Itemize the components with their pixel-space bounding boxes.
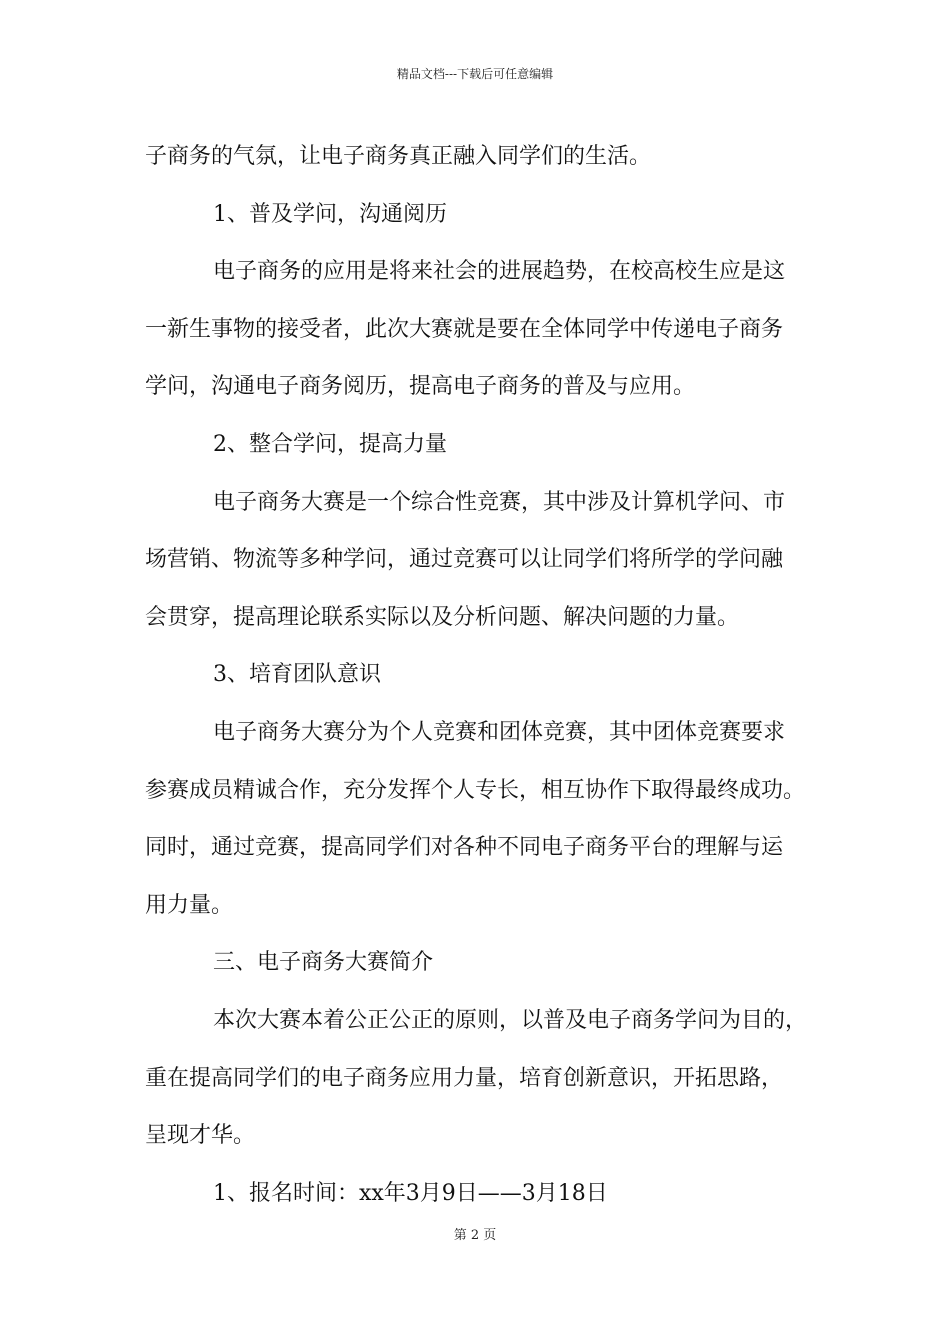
paragraph-line: 本次大赛本着公正公正的原则，以普及电子商务学问为目的， [213,1007,808,1033]
section-heading: 1、报名时间：xx年3月9日——3月18日 [213,1180,608,1206]
paragraph-line: 用力量。 [145,892,234,918]
paragraph-line: 场营销、物流等多种学问，通过竞赛可以让同学们将所学的学问融 [145,547,784,573]
section-heading: 三、电子商务大赛简介 [213,950,434,976]
section-heading: 1、普及学问，沟通阅历 [213,201,447,227]
document-body [145,128,825,1222]
page-header: 精品文档---下载后可任意编辑 [396,67,554,81]
paragraph-line: 重在提高同学们的电子商务应用力量，培育创新意识，开拓思路， [145,1065,784,1091]
section-heading: 2、整合学问，提高力量 [213,431,447,457]
paragraph-line: 参赛成员精诚合作，充分发挥个人专长，相互协作下取得最终成功。 [145,777,806,803]
paragraph-line: 会贯穿，提高理论联系实际以及分析问题、解决问题的力量。 [145,604,740,630]
paragraph-line: 电子商务的应用是将来社会的进展趋势，在校高校生应是这 [213,259,786,285]
page-number: 第 2 页 [453,1228,497,1243]
section-heading: 3、培育团队意识 [213,662,381,688]
paragraph-line: 一新生事物的接受者，此次大赛就是要在全体同学中传递电子商务 [145,316,784,342]
paragraph-line: 同时，通过竞赛，提高同学们对各种不同电子商务平台的理解与运 [145,835,784,861]
paragraph-line: 子商务的气氛，让电子商务真正融入同学们的生活。 [145,144,652,169]
paragraph-line: 呈现才华。 [145,1123,256,1149]
paragraph-line: 电子商务大赛分为个人竞赛和团体竞赛，其中团体竞赛要求 [213,719,786,745]
paragraph-line: 电子商务大赛是一个综合性竞赛，其中涉及计算机学问、市 [213,489,786,515]
paragraph-line: 学问，沟通电子商务阅历，提高电子商务的普及与应用。 [145,374,696,400]
